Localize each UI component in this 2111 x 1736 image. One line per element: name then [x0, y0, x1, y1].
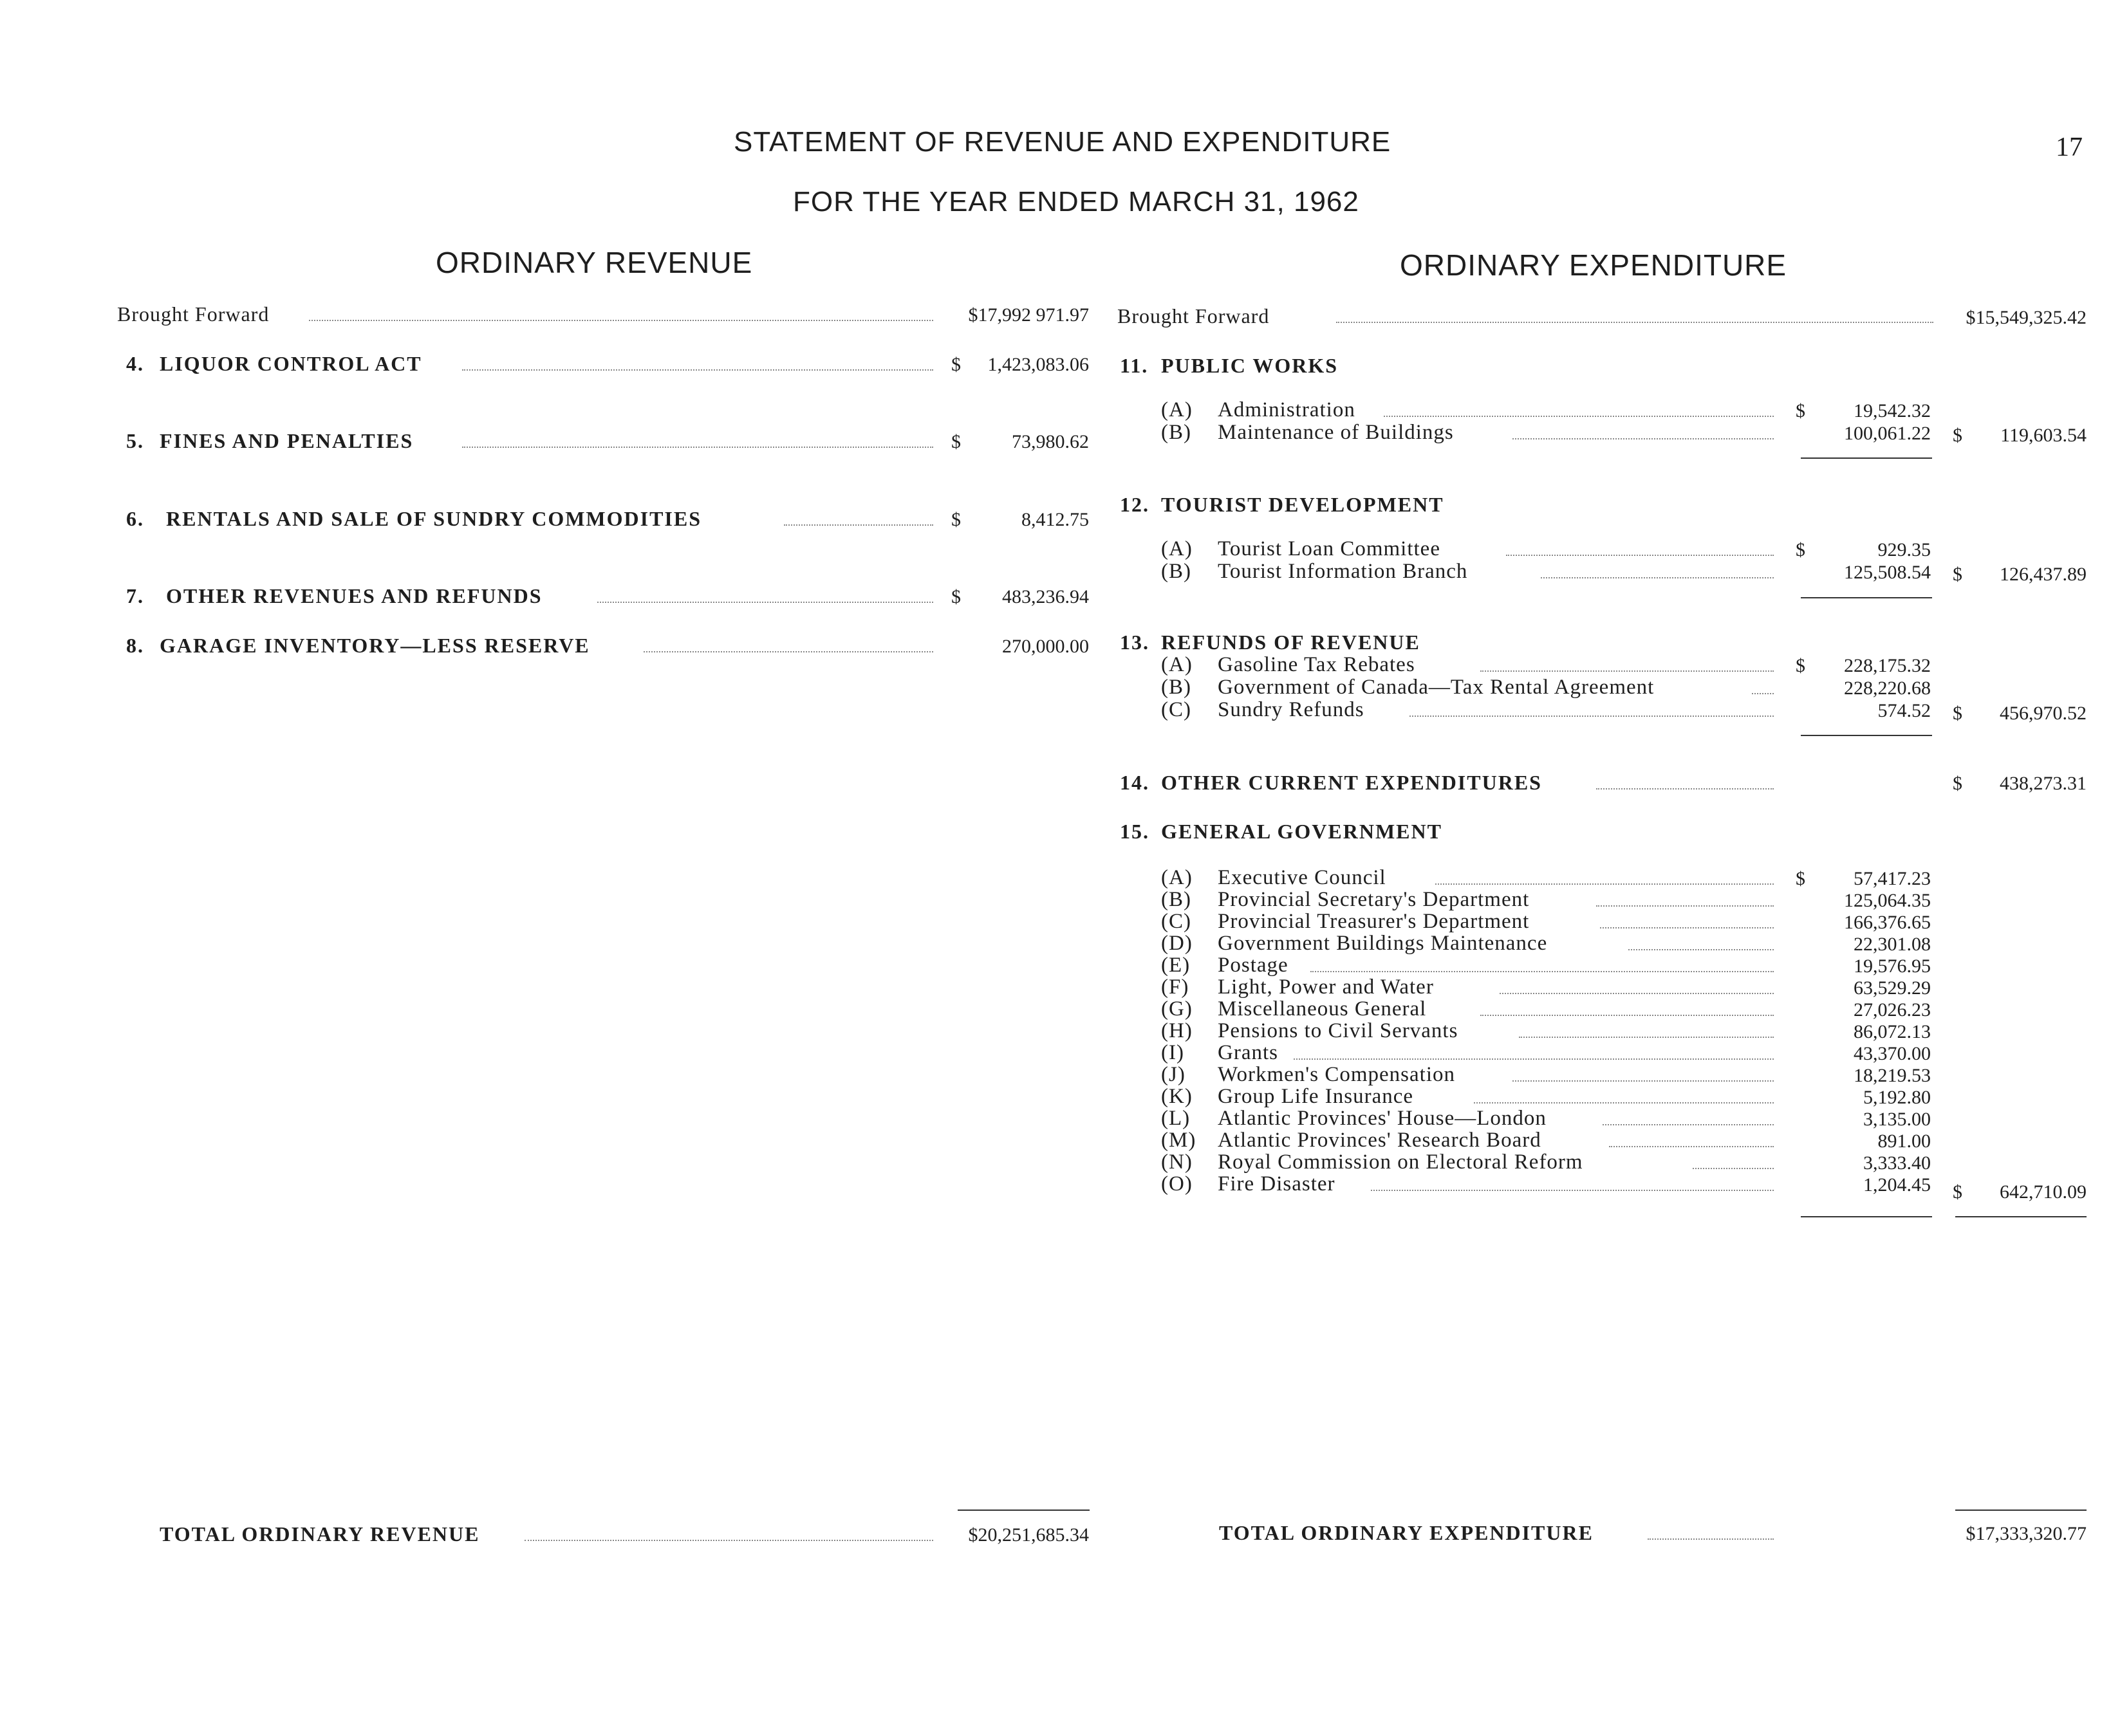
revenue-item-amount: 8,412.75 [1021, 509, 1089, 530]
dot-leader [309, 320, 933, 321]
section-title: OTHER CURRENT EXPENDITURES [1161, 771, 1542, 794]
item-amount: 891.00 [1877, 1131, 1931, 1152]
item-amount: 43,370.00 [1854, 1043, 1931, 1064]
revenue-brought-forward-label: Brought Forward [117, 302, 270, 326]
item-letter: (B) [1161, 560, 1191, 583]
dot-leader [1603, 1124, 1774, 1125]
total-rule [1955, 1510, 2087, 1511]
dot-leader [1506, 555, 1774, 556]
item-amount: 1,204.45 [1863, 1174, 1931, 1196]
dot-leader [1500, 993, 1774, 994]
page-number: 17 [2056, 133, 2083, 162]
item-label: Government of Canada—Tax Rental Agreement [1218, 676, 1655, 699]
dot-leader [1480, 670, 1774, 672]
item-currency: $ [1796, 539, 1805, 560]
item-label: Executive Council [1218, 866, 1386, 889]
dot-leader [1693, 1168, 1774, 1169]
subtotal-rule [1801, 1216, 1932, 1217]
item-amount: 3,333.40 [1863, 1152, 1931, 1174]
subtotal-rule [1801, 457, 1932, 459]
dot-leader [1609, 1146, 1774, 1147]
item-letter: (L) [1161, 1107, 1191, 1130]
item-currency: $ [1796, 655, 1805, 676]
subtotal-rule [1801, 735, 1932, 736]
item-label: Light, Power and Water [1218, 975, 1434, 999]
dot-leader [1435, 883, 1774, 885]
item-label: Atlantic Provinces' Research Board [1218, 1129, 1541, 1152]
revenue-item-amount: 73,980.62 [1012, 431, 1089, 452]
item-amount: 57,417.23 [1854, 868, 1931, 889]
dot-leader [1310, 971, 1774, 972]
section-total-amount: 438,273.31 [2000, 773, 2087, 794]
item-letter: (A) [1161, 398, 1193, 421]
item-letter: (E) [1161, 954, 1191, 977]
section-total-amount: 119,603.54 [2000, 425, 2087, 446]
expenditure-brought-forward-amount: $15,549,325.42 [1966, 307, 2087, 328]
section-total-currency: $ [1953, 1181, 1962, 1203]
dot-leader [1519, 1037, 1774, 1038]
item-label: Group Life Insurance [1218, 1085, 1414, 1108]
revenue-item-currency: $ [951, 509, 961, 530]
item-amount: 5,192.80 [1863, 1087, 1931, 1108]
dot-leader [1384, 416, 1774, 417]
section-title: GENERAL GOVERNMENT [1161, 820, 1442, 843]
dot-leader [784, 524, 933, 526]
item-letter: (J) [1161, 1063, 1186, 1086]
dot-leader [1512, 438, 1774, 439]
section-number: 13. [1120, 631, 1149, 654]
dot-leader [1474, 1102, 1774, 1103]
section-total-currency: $ [1953, 425, 1962, 446]
item-letter: (A) [1161, 653, 1193, 676]
dot-leader [597, 602, 933, 603]
item-amount: 100,061.22 [1844, 423, 1931, 444]
item-amount: 574.52 [1877, 700, 1931, 721]
revenue-item-currency: $ [951, 431, 961, 452]
item-label: Provincial Secretary's Department [1218, 888, 1530, 911]
revenue-item-amount: 1,423,083.06 [987, 354, 1089, 375]
item-label: Fire Disaster [1218, 1172, 1335, 1196]
section-total-currency: $ [1953, 773, 1962, 794]
dot-leader [1371, 1190, 1774, 1191]
item-label: Atlantic Provinces' House—London [1218, 1107, 1547, 1130]
item-letter: (A) [1161, 866, 1193, 889]
item-letter: (G) [1161, 997, 1193, 1020]
revenue-item-currency: $ [951, 586, 961, 607]
dot-leader [644, 651, 933, 652]
dot-leader [1596, 905, 1774, 907]
item-label: Gasoline Tax Rebates [1218, 653, 1415, 676]
item-letter: (B) [1161, 421, 1191, 444]
item-amount: 19,542.32 [1854, 400, 1931, 421]
dot-leader [462, 369, 933, 371]
revenue-item-currency: $ [951, 354, 961, 375]
item-letter: (B) [1161, 676, 1191, 699]
expenditure-total-amount: $17,333,320.77 [1966, 1523, 2087, 1544]
total-rule [958, 1510, 1090, 1511]
dot-leader [1628, 949, 1774, 950]
revenue-item-number: 7. [126, 584, 144, 607]
revenue-item-label: FINES AND PENALTIES [160, 429, 414, 452]
dot-leader [1336, 322, 1933, 323]
section-total-amount: 642,710.09 [2000, 1181, 2087, 1203]
revenue-total-amount: $20,251,685.34 [968, 1524, 1089, 1546]
item-amount: 166,376.65 [1844, 912, 1931, 933]
item-letter: (F) [1161, 975, 1189, 999]
item-amount: 22,301.08 [1854, 934, 1931, 955]
revenue-item-label: GARAGE INVENTORY—LESS RESERVE [160, 634, 590, 657]
item-amount: 125,508.54 [1844, 562, 1931, 583]
dot-leader [1648, 1538, 1774, 1540]
dot-leader [1294, 1058, 1774, 1060]
revenue-item-label: RENTALS AND SALE OF SUNDRY COMMODITIES [166, 507, 702, 530]
item-amount: 86,072.13 [1854, 1021, 1931, 1042]
revenue-item-label: LIQUOR CONTROL ACT [160, 352, 422, 375]
item-label: Tourist Loan Committee [1218, 537, 1440, 560]
item-amount: 929.35 [1877, 539, 1931, 560]
expenditure-heading: ORDINARY EXPENDITURE [1400, 248, 1787, 282]
revenue-heading: ORDINARY REVENUE [436, 246, 753, 279]
item-amount: 125,064.35 [1844, 890, 1931, 911]
item-currency: $ [1796, 400, 1805, 421]
dot-leader [1600, 927, 1774, 928]
revenue-item-number: 6. [126, 507, 144, 530]
section-number: 12. [1120, 493, 1149, 516]
item-letter: (H) [1161, 1019, 1193, 1042]
dot-leader [1512, 1080, 1774, 1082]
item-label: Grants [1218, 1041, 1278, 1064]
item-label: Government Buildings Maintenance [1218, 932, 1548, 955]
item-letter: (B) [1161, 888, 1191, 911]
item-letter: (O) [1161, 1172, 1193, 1196]
page-title: STATEMENT OF REVENUE AND EXPENDITURE [734, 126, 1391, 158]
section-title: TOURIST DEVELOPMENT [1161, 493, 1444, 516]
revenue-item-amount: 270,000.00 [1002, 636, 1089, 657]
revenue-item-amount: 483,236.94 [1002, 586, 1089, 607]
revenue-item-number: 8. [126, 634, 144, 657]
revenue-total-label: TOTAL ORDINARY REVENUE [160, 1522, 480, 1546]
subtotal-rule [1955, 1216, 2087, 1217]
dot-leader [1409, 716, 1774, 717]
item-label: Royal Commission on Electoral Reform [1218, 1150, 1583, 1174]
item-letter: (K) [1161, 1085, 1193, 1108]
page-subtitle: FOR THE YEAR ENDED MARCH 31, 1962 [793, 186, 1359, 217]
item-amount: 228,175.32 [1844, 655, 1931, 676]
section-total-amount: 126,437.89 [2000, 564, 2087, 585]
section-total-currency: $ [1953, 564, 1962, 585]
dot-leader [1752, 693, 1774, 694]
revenue-brought-forward-amount: $17,992 971.97 [968, 304, 1089, 326]
section-number: 14. [1120, 771, 1149, 794]
item-letter: (A) [1161, 537, 1193, 560]
dot-leader [1480, 1015, 1774, 1016]
item-amount: 18,219.53 [1854, 1065, 1931, 1086]
item-amount: 19,576.95 [1854, 956, 1931, 977]
item-label: Pensions to Civil Servants [1218, 1019, 1458, 1042]
dot-leader [462, 447, 933, 448]
item-letter: (D) [1161, 932, 1193, 955]
item-label: Provincial Treasurer's Department [1218, 910, 1530, 933]
item-amount: 27,026.23 [1854, 999, 1931, 1020]
item-letter: (N) [1161, 1150, 1193, 1174]
item-letter: (I) [1161, 1041, 1184, 1064]
item-amount: 63,529.29 [1854, 977, 1931, 999]
section-number: 15. [1120, 820, 1149, 843]
expenditure-total-label: TOTAL ORDINARY EXPENDITURE [1219, 1521, 1594, 1544]
item-letter: (C) [1161, 698, 1191, 721]
section-total-currency: $ [1953, 703, 1962, 724]
item-label: Tourist Information Branch [1218, 560, 1468, 583]
item-label: Maintenance of Buildings [1218, 421, 1454, 444]
item-label: Postage [1218, 954, 1288, 977]
dot-leader [525, 1540, 933, 1541]
revenue-item-number: 4. [126, 352, 144, 375]
item-label: Miscellaneous General [1218, 997, 1427, 1020]
expenditure-brought-forward-label: Brought Forward [1117, 304, 1270, 328]
item-amount: 3,135.00 [1863, 1109, 1931, 1130]
section-title: REFUNDS OF REVENUE [1161, 631, 1420, 654]
item-letter: (C) [1161, 910, 1191, 933]
item-label: Sundry Refunds [1218, 698, 1364, 721]
dot-leader [1541, 577, 1774, 578]
item-letter: (M) [1161, 1129, 1196, 1152]
section-total-amount: 456,970.52 [2000, 703, 2087, 724]
section-title: PUBLIC WORKS [1161, 354, 1339, 377]
item-currency: $ [1796, 868, 1805, 889]
subtotal-rule [1801, 597, 1932, 598]
item-label: Administration [1218, 398, 1355, 421]
revenue-item-number: 5. [126, 429, 144, 452]
item-label: Workmen's Compensation [1218, 1063, 1455, 1086]
dot-leader [1596, 788, 1774, 790]
revenue-item-label: OTHER REVENUES AND REFUNDS [166, 584, 543, 607]
item-amount: 228,220.68 [1844, 678, 1931, 699]
section-number: 11. [1120, 354, 1149, 377]
